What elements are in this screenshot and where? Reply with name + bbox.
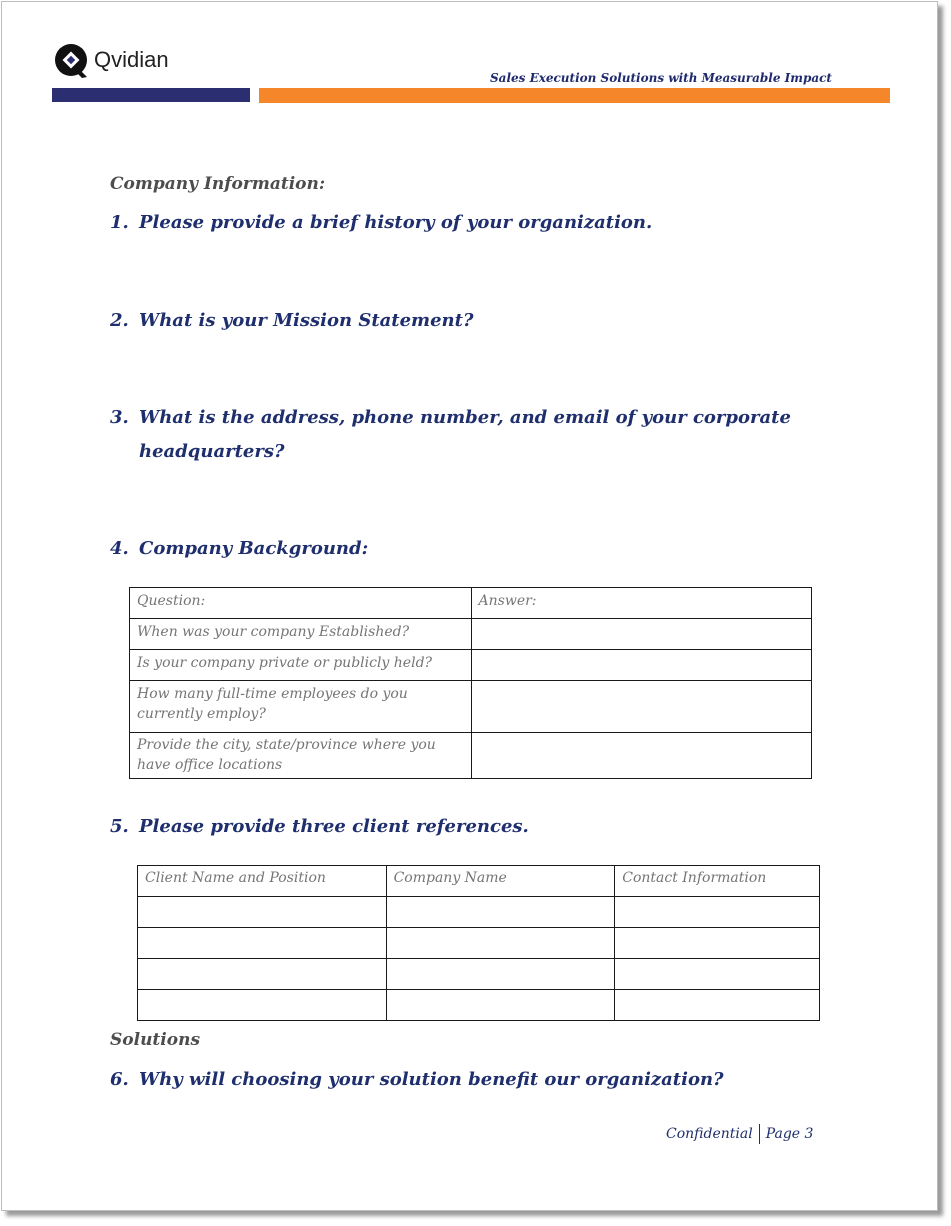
company-name-cell[interactable] bbox=[386, 897, 615, 928]
table-row bbox=[138, 959, 820, 990]
client-name-cell[interactable] bbox=[138, 897, 387, 928]
contact-info-cell[interactable] bbox=[615, 990, 820, 1021]
question-number: 1. bbox=[110, 212, 129, 233]
header-bar-navy bbox=[52, 88, 250, 102]
header-bar-orange bbox=[259, 88, 890, 103]
client-name-cell[interactable] bbox=[138, 959, 387, 990]
section-heading-solutions: Solutions bbox=[110, 1030, 201, 1050]
header-tagline: Sales Execution Solutions with Measurable Impact bbox=[490, 71, 832, 85]
client-references-table bbox=[137, 865, 820, 1021]
client-name-cell[interactable] bbox=[138, 928, 387, 959]
table-header-row bbox=[130, 588, 812, 619]
question-text: Company Background: bbox=[139, 538, 369, 559]
question-text: Please provide three client references. bbox=[139, 816, 529, 837]
answer-cell[interactable] bbox=[471, 650, 811, 681]
company-name-cell[interactable] bbox=[386, 928, 615, 959]
brand-name: Qvidian bbox=[94, 47, 169, 72]
table-header-row bbox=[138, 866, 820, 897]
client-name-cell[interactable] bbox=[138, 990, 387, 1021]
question-6 bbox=[110, 1063, 724, 1097]
company-background-table bbox=[129, 587, 812, 779]
table-row bbox=[130, 733, 812, 779]
answer-cell[interactable] bbox=[471, 733, 811, 779]
question-number: 3. bbox=[110, 407, 129, 428]
question-cell: How many full-time employees do you currently employ? bbox=[130, 681, 472, 733]
contact-info-cell[interactable] bbox=[615, 897, 820, 928]
table-header-cell: Answer: bbox=[471, 588, 811, 619]
section-heading-company-info: Company Information: bbox=[110, 174, 326, 194]
question-text-line1: What is the address, phone number, and email of your corporate bbox=[139, 407, 791, 428]
question-4 bbox=[110, 532, 368, 566]
answer-cell[interactable] bbox=[471, 681, 811, 733]
question-3 bbox=[110, 401, 791, 469]
table-header-cell: Contact Information bbox=[615, 866, 820, 897]
confidential-label: Confidential bbox=[666, 1126, 753, 1142]
question-2 bbox=[110, 304, 474, 338]
question-cell: Provide the city, state/province where you have office locations bbox=[130, 733, 472, 779]
footer-divider bbox=[759, 1124, 760, 1144]
contact-info-cell[interactable] bbox=[615, 928, 820, 959]
company-name-cell[interactable] bbox=[386, 990, 615, 1021]
document-page bbox=[1, 1, 938, 1211]
page-footer bbox=[666, 1124, 813, 1144]
page-number: Page 3 bbox=[765, 1126, 814, 1142]
question-number: 4. bbox=[110, 538, 129, 559]
question-1 bbox=[110, 206, 652, 240]
question-cell: When was your company Established? bbox=[130, 619, 472, 650]
table-row bbox=[130, 681, 812, 733]
table-row bbox=[138, 928, 820, 959]
question-cell: Is your company private or publicly held? bbox=[130, 650, 472, 681]
table-row bbox=[138, 897, 820, 928]
company-name-cell[interactable] bbox=[386, 959, 615, 990]
question-number: 2. bbox=[110, 310, 129, 331]
question-text: What is your Mission Statement? bbox=[139, 310, 474, 331]
table-header-cell: Client Name and Position bbox=[138, 866, 387, 897]
table-row bbox=[130, 619, 812, 650]
table-row bbox=[138, 990, 820, 1021]
table-row bbox=[130, 650, 812, 681]
question-text-line2: headquarters? bbox=[139, 441, 285, 462]
q-diamond-logo-icon bbox=[54, 43, 90, 79]
answer-cell[interactable] bbox=[471, 619, 811, 650]
question-5 bbox=[110, 810, 529, 844]
table-header-cell: Company Name bbox=[386, 866, 615, 897]
question-number: 5. bbox=[110, 816, 129, 837]
contact-info-cell[interactable] bbox=[615, 959, 820, 990]
question-text: Please provide a brief history of your organization. bbox=[139, 212, 653, 233]
question-number: 6. bbox=[110, 1069, 129, 1090]
question-text: Why will choosing your solution benefit our organization? bbox=[139, 1069, 724, 1090]
table-header-cell: Question: bbox=[130, 588, 472, 619]
